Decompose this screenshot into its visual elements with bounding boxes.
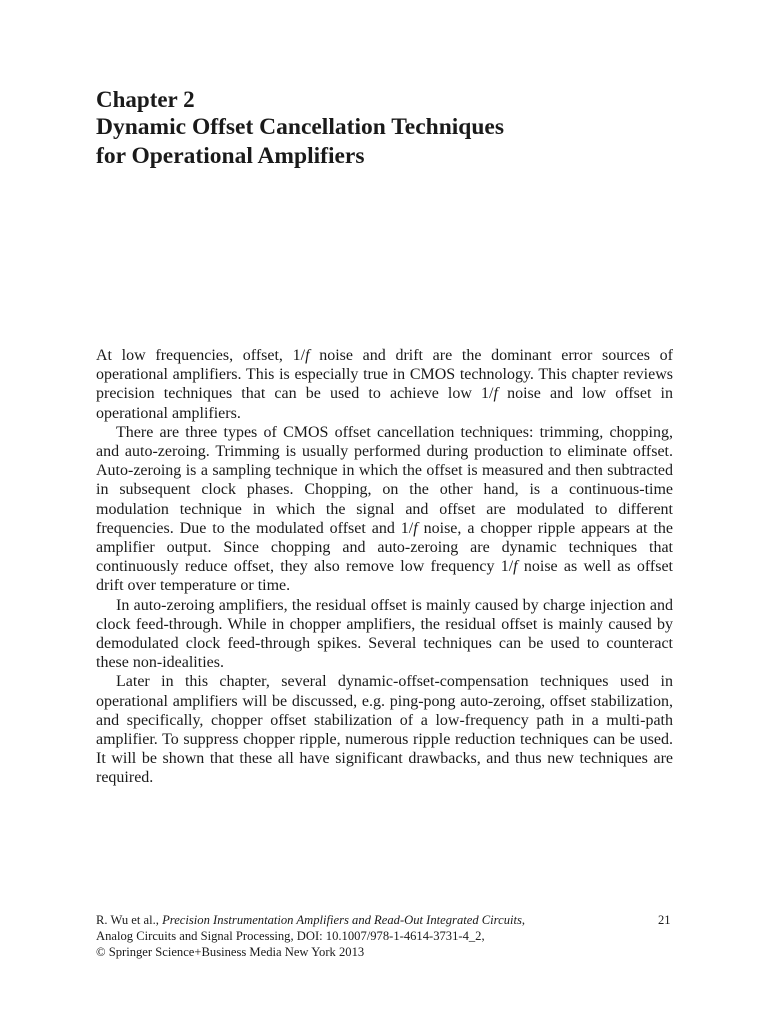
paragraph [96, 346, 673, 423]
text-run: At low frequencies, offset, 1/ [96, 347, 306, 364]
chapter-title-line-2: for Operational Amplifiers [96, 143, 365, 169]
text-run: In auto-zeroing amplifiers, the residual offset is mainly caused by charge injection and clock feed-through. While in chopper amplifiers, the residual offset is mainly caused by demodulated clock feed-through spikes. Several techniques can be used to counteract these non-idealities. [96, 596, 673, 672]
chapter-title [96, 113, 696, 171]
paragraph [96, 423, 673, 596]
italic-run: f [305, 347, 310, 364]
footer-line-3: © Springer Science+Business Media New York 2013 [96, 945, 365, 959]
chapter-label: Chapter 2 [96, 87, 195, 112]
text-run: noise and drift are the dominant error sources of operational amplifiers. This is especially true in CMOS technology. This chapter reviews precision techniques that can be used to achieve low 1/ [96, 347, 673, 403]
page-number: 21 [658, 913, 671, 927]
footer-book-title: Precision Instrumentation Amplifiers and Read-Out Integrated Circuits [162, 913, 522, 927]
italic-run: f [513, 558, 518, 576]
text-run: noise as well as offset drift over temperature or time. [96, 558, 674, 595]
text-run: noise, a chopper ripple appears at the amplifier output. Since chopping and auto-zeroing are dynamic techniques that continuously reduce offset, they also remove low frequency 1/ [96, 519, 673, 576]
italic-run: f [413, 519, 418, 537]
footer-line-2: Analog Circuits and Signal Processing, DOI: 10.1007/978-1-4614-3731-4_2, [96, 929, 485, 943]
footer-line-1 [96, 912, 673, 928]
body-text [96, 346, 673, 788]
text-run: There are three types of CMOS offset cancellation techniques: trimming, chopping, and auto-zeroing. Trimming is usually performed during production to eliminate offset. Auto-zeroing is a sampling technique in which the offset is measured and then subtracted in subsequent clock phases. Chopping, on the other hand, is a continuous-time modulation technique in which the signal and offset are modulated to different frequencies. Due to the modulated offset and 1/ [96, 423, 673, 537]
footer-comma: , [521, 913, 526, 927]
chapter-title-line-1: Dynamic Offset Cancellation Techniques [96, 114, 505, 140]
paragraph [96, 596, 673, 673]
footer-authors: R. Wu et al., [96, 913, 163, 927]
text-run: Later in this chapter, several dynamic-offset-compensation techniques used in operational amplifiers will be discussed, e.g. ping-pong auto-zeroing, offset stabilization, and specifically, chopper offset stabilization of a low-frequency path in a multi-path amplifier. To suppress chopper ripple, numerous ripple reduction techniques can be used. It will be shown that these all have significant drawbacks, and thus new techniques are required. [96, 673, 673, 787]
footer-citation [96, 912, 673, 960]
text-run: noise and low offset in operational amplifiers. [96, 385, 673, 422]
italic-run: f [493, 385, 498, 403]
paragraph [96, 672, 673, 787]
